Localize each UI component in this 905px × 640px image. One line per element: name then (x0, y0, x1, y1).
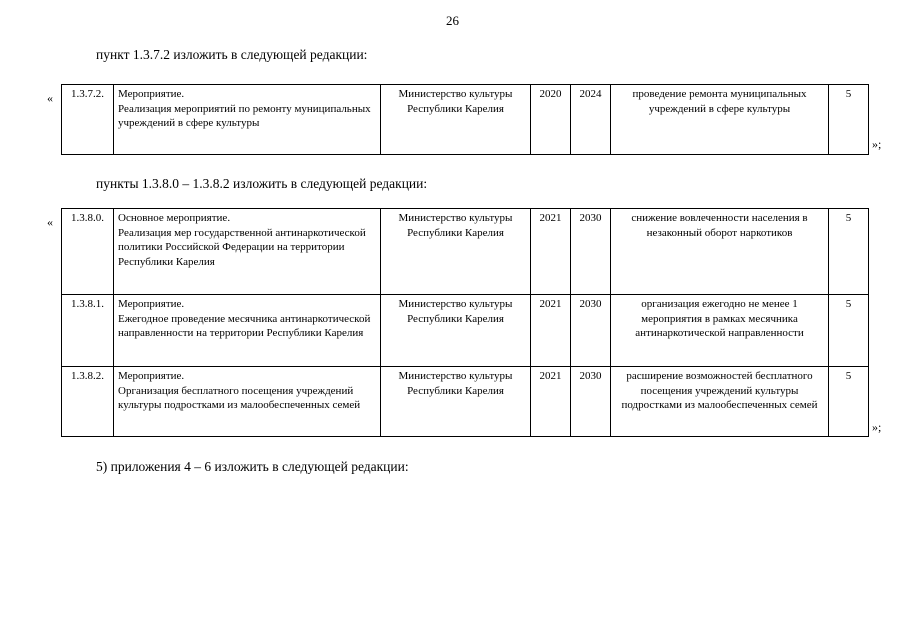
activity-cell (114, 367, 381, 437)
responsible-ministry: Министерство культуры Республики Карелия (381, 367, 531, 437)
table-row (62, 85, 869, 155)
table-item-1-3-7-2 (61, 84, 869, 155)
activity-type: Мероприятие. (118, 298, 185, 310)
paragraph-item-1-3-7-2: пункт 1.3.7.2 изложить в следующей редакции: (96, 47, 368, 62)
end-year: 2030 (571, 367, 611, 437)
responsible-ministry: Министерство культуры Республики Карелия (381, 209, 531, 295)
indicator-reference: 5 (829, 295, 869, 367)
end-year: 2024 (571, 85, 611, 155)
expected-result: проведение ремонта муниципальных учреждений в сфере культуры (611, 85, 829, 155)
closing-quote: »; (872, 420, 882, 434)
item-number: 1.3.8.1. (62, 295, 114, 367)
activity-description: Реализация мер государственной антинаркотической политики Российской Федерации на территории Республики Карелия (118, 226, 366, 268)
activity-type: Мероприятие. (118, 370, 185, 382)
table-items-1-3-8 (61, 208, 869, 437)
item-number: 1.3.8.2. (62, 367, 114, 437)
opening-quote: « (47, 91, 53, 105)
responsible-ministry: Министерство культуры Республики Карелия (381, 85, 531, 155)
activity-cell (114, 295, 381, 367)
expected-result: организация ежегодно не менее 1 мероприятия в рамках месячника антинаркотической направленности (611, 295, 829, 367)
activity-cell (114, 209, 381, 295)
item-number: 1.3.7.2. (62, 85, 114, 155)
paragraph-appendices: 5) приложения 4 – 6 изложить в следующей редакции: (96, 459, 409, 474)
paragraph-items-1-3-8: пункты 1.3.8.0 – 1.3.8.2 изложить в следующей редакции: (96, 176, 428, 191)
start-year: 2020 (531, 85, 571, 155)
table-row (62, 295, 869, 367)
indicator-reference: 5 (829, 85, 869, 155)
activity-type: Основное мероприятие. (118, 212, 231, 224)
opening-quote: « (47, 215, 53, 229)
start-year: 2021 (531, 295, 571, 367)
expected-result: расширение возможностей бесплатного посещения учреждений культуры подростками из малообеспеченных семей (611, 367, 829, 437)
activity-description: Организация бесплатного посещения учреждений культуры подростками из малообеспеченных семей (118, 384, 361, 411)
indicator-reference: 5 (829, 367, 869, 437)
expected-result: снижение вовлеченности населения в незаконный оборот наркотиков (611, 209, 829, 295)
responsible-ministry: Министерство культуры Республики Карелия (381, 295, 531, 367)
indicator-reference: 5 (829, 209, 869, 295)
table-row (62, 367, 869, 437)
page-number: 26 (446, 13, 459, 28)
closing-quote: »; (872, 137, 882, 151)
end-year: 2030 (571, 295, 611, 367)
activity-description: Ежегодное проведение месячника антинаркотической направленности на территории Республики Карелия (118, 312, 371, 339)
start-year: 2021 (531, 367, 571, 437)
activity-type: Мероприятие. (118, 88, 185, 100)
activity-cell (114, 85, 381, 155)
end-year: 2030 (571, 209, 611, 295)
item-number: 1.3.8.0. (62, 209, 114, 295)
table-row (62, 209, 869, 295)
start-year: 2021 (531, 209, 571, 295)
activity-description: Реализация мероприятий по ремонту муниципальных учреждений в сфере культуры (118, 102, 371, 129)
